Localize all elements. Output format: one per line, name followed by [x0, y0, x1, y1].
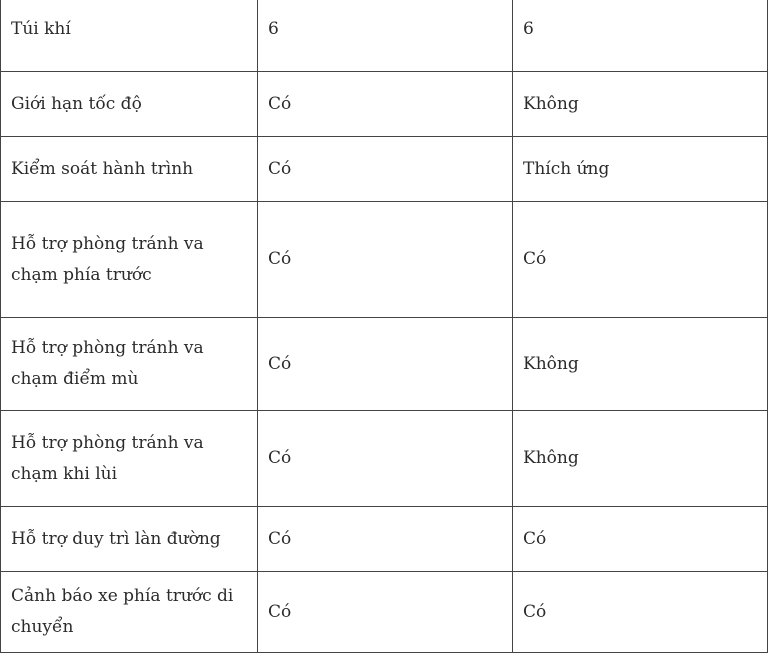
value-cell: Có — [513, 507, 768, 572]
value-cell: Có — [258, 411, 513, 507]
value-cell: Có — [258, 572, 513, 653]
table-row — [1, 0, 768, 72]
value-cell: Thích ứng — [513, 137, 768, 202]
table-row — [1, 318, 768, 411]
feature-cell: Túi khí — [1, 0, 258, 72]
value-cell: Không — [513, 411, 768, 507]
feature-cell: Kiểm soát hành trình — [1, 137, 258, 202]
value-cell: Không — [513, 72, 768, 137]
value-cell: Có — [258, 72, 513, 137]
value-cell: Có — [258, 507, 513, 572]
value-cell: 6 — [513, 0, 768, 72]
value-cell: Có — [258, 202, 513, 318]
value-cell: 6 — [258, 0, 513, 72]
feature-cell: Hỗ trợ phòng tránh va chạm điểm mù — [1, 318, 258, 411]
feature-cell: Cảnh báo xe phía trước di chuyển — [1, 572, 258, 653]
value-cell: Có — [258, 318, 513, 411]
table-row — [1, 202, 768, 318]
table-row — [1, 507, 768, 572]
table-row — [1, 572, 768, 653]
table-row — [1, 137, 768, 202]
value-cell: Có — [513, 202, 768, 318]
feature-cell: Hỗ trợ phòng tránh va chạm phía trước — [1, 202, 258, 318]
table-row — [1, 72, 768, 137]
feature-cell: Hỗ trợ phòng tránh va chạm khi lùi — [1, 411, 258, 507]
table-row — [1, 411, 768, 507]
value-cell: Không — [513, 318, 768, 411]
feature-cell: Giới hạn tốc độ — [1, 72, 258, 137]
value-cell: Có — [258, 137, 513, 202]
value-cell: Có — [513, 572, 768, 653]
feature-cell: Hỗ trợ duy trì làn đường — [1, 507, 258, 572]
